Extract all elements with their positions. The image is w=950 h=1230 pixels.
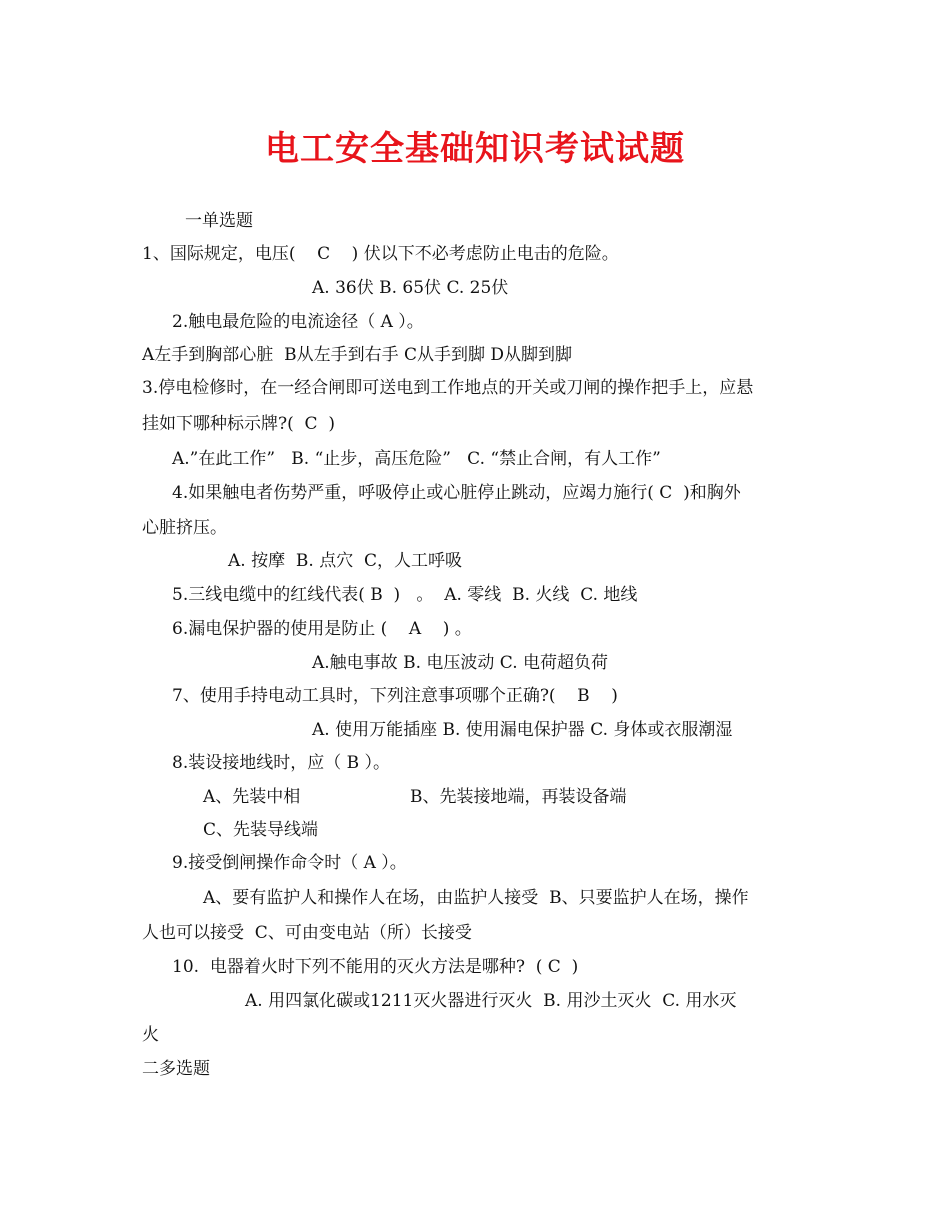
question-line: 心脏挤压。: [142, 518, 227, 538]
question-line: 6.漏电保护器的使用是防止 ( A ) 。: [172, 619, 472, 639]
option-line: A.触电事故 B. 电压波动 C. 电荷超负荷: [312, 653, 608, 673]
question-line: 3.停电检修时，在一经合闸即可送电到工作地点的开关或刀闸的操作把手上，应悬: [142, 378, 754, 398]
section-heading-multiple-choice: 二多选题: [142, 1059, 210, 1079]
question-line: 10. 电器着火时下列不能用的灭火方法是哪种? ( C ): [172, 957, 579, 977]
document-title: 电工安全基础知识考试试题: [265, 129, 685, 169]
option-line: A. 36伏 B. 65伏 C. 25伏: [312, 278, 509, 298]
option-line: C、先装导线端: [203, 820, 319, 840]
option-line: 人也可以接受 C、可由变电站（所）长接受: [142, 923, 472, 943]
option-line: A. 使用万能插座 B. 使用漏电保护器 C. 身体或衣服潮湿: [312, 720, 733, 740]
question-line: 4.如果触电者伤势严重，呼吸停止或心脏停止跳动，应竭力施行( C )和胸外: [172, 483, 741, 503]
question-line: 挂如下哪种标示牌?( C ): [142, 414, 336, 434]
option-line: A、要有监护人和操作人在场，由监护人接受 B、只要监护人在场，操作: [203, 888, 749, 908]
option-line: A.”在此工作” B. “止步，高压危险” C. “禁止合闸，有人工作”: [172, 449, 661, 469]
option-line: A. 按摩 B. 点穴 C，人工呼吸: [228, 551, 463, 571]
option-line: A、先装中相: [203, 787, 301, 807]
option-line: 火: [142, 1025, 159, 1045]
question-line: 2.触电最危险的电流途径（ A ）。: [172, 312, 424, 332]
question-line: 1、国际规定，电压( C ) 伏以下不必考虑防止电击的危险。: [142, 244, 619, 264]
question-line: 5.三线电缆中的红线代表( B ) 。 A. 零线 B. 火线 C. 地线: [172, 585, 638, 605]
question-line: 7、使用手持电动工具时，下列注意事项哪个正确?( B ): [172, 686, 618, 706]
option-line: A左手到胸部心脏 B从左手到右手 C从手到脚 D从脚到脚: [142, 345, 573, 365]
option-line: B、先装接地端，再装设备端: [410, 787, 627, 807]
question-line: 8.装设接地线时，应（ B ）。: [172, 753, 391, 773]
option-line: A. 用四氯化碳或1211灭火器进行灭火 B. 用沙土灭火 C. 用水灭: [245, 991, 737, 1011]
question-line: 9.接受倒闸操作命令时（ A ）。: [172, 853, 407, 873]
section-heading-single-choice: 一单选题: [185, 211, 253, 231]
